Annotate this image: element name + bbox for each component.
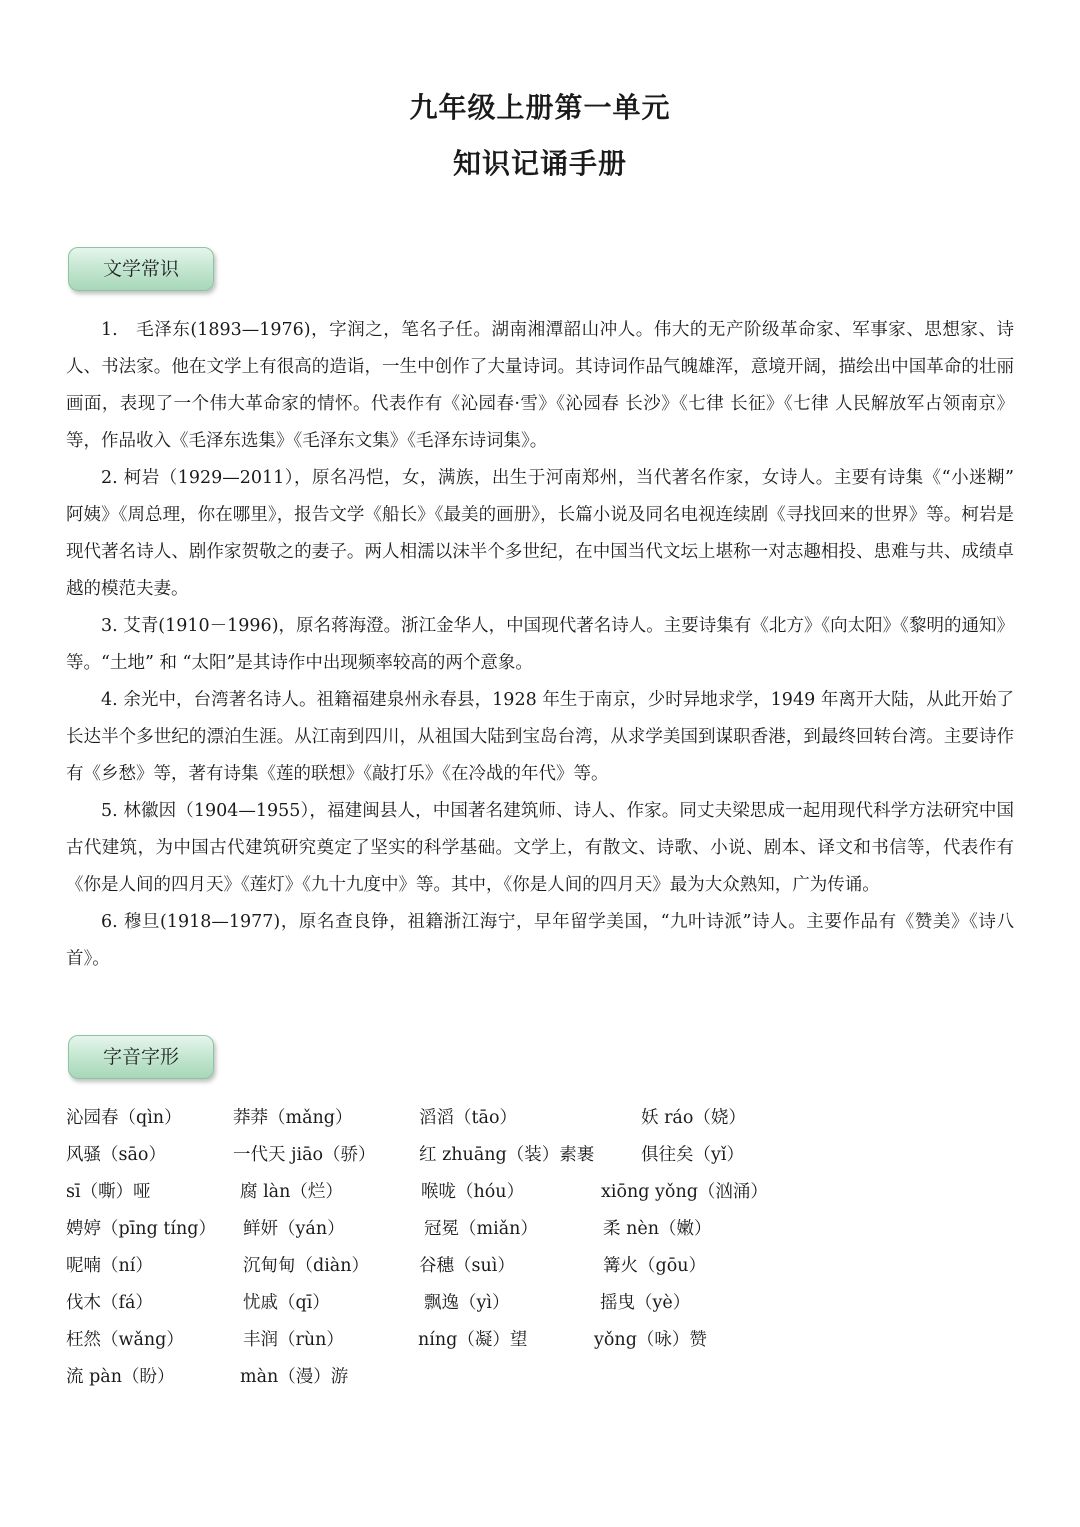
vocab-item: xiōng yǒng（汹涌） (601, 1182, 768, 1202)
vocab-item: 流 pàn（盼） (66, 1367, 175, 1387)
vocab-item: yǒng（咏）赞 (594, 1330, 707, 1350)
vocab-item: 伐木（fá） (66, 1293, 153, 1313)
vocab-item: 篝火（gōu） (603, 1256, 707, 1276)
vocab-item: 俱往矣（yǐ） (641, 1145, 744, 1165)
vocab-item: 沁园春（qìn） (66, 1108, 182, 1128)
vocab-item: 谷穗（suì） (419, 1256, 515, 1276)
paragraph-1: 1. 毛泽东(1893—1976)，字润之，笔名子任。湖南湘潭韶山冲人。伟大的无产阶级革命家、军事家、思想家、诗人、书法家。他在文学上有很高的造诣，一生中创作了大量诗词。其诗词作品气魄雄浑，意境开阔，描绘出中国革命的壮丽画面，表现了一个伟大革命家的情怀。代表作有《沁园春·雪》《沁园春 长沙》《七律 长征》《七律 人民解放军占领南京》等，作品收入《毛泽东选集》《毛泽东文集》《毛泽东诗词集》。 (66, 320, 1014, 451)
vocab-item: 一代天 jiāo（骄） (233, 1145, 376, 1165)
paragraph-6: 6. 穆旦(1918—1977)，原名查良铮，祖籍浙江海宁，早年留学美国，“九叶诗派”诗人。主要作品有《赞美》《诗八首》。 (66, 912, 1014, 969)
vocab-item: 呢喃（ní） (66, 1256, 153, 1276)
vocab-item: 喉咙（hóu） (421, 1182, 525, 1202)
vocab-item: 莽莽（mǎng） (233, 1108, 353, 1128)
page-title: 九年级上册第一单元 (409, 91, 671, 124)
vocab-item: 鲜妍（yán） (243, 1219, 345, 1239)
paragraph-2: 2. 柯岩（1929—2011），原名冯恺，女，满族，出生于河南郑州，当代著名作家，女诗人。主要有诗集《“小迷糊” 阿姨》《周总理，你在哪里》，报告文学《船长》《最美的画册》，长篇小说及同名电视连续剧《寻找回来的世界》等。柯岩是现代著名诗人、剧作家贺敬之的妻子。两人相濡以沫半个多世纪，在中国当代文坛上堪称一对志趣相投、患难与共、成绩卓越的模范夫妻。 (66, 468, 1014, 599)
vocab-item: 冠冕（miǎn） (424, 1219, 538, 1239)
vocab-item: 飘逸（yì） (424, 1293, 510, 1313)
vocab-item: 丰润（rùn） (243, 1330, 344, 1350)
vocab-item: 腐 làn（烂） (240, 1182, 343, 1202)
paragraph-4: 4. 余光中，台湾著名诗人。祖籍福建泉州永春县，1928 年生于南京，少时异地求学，1949 年离开大陆，从此开始了长达半个多世纪的漂泊生涯。从江南到四川，从祖国大陆到宝岛台湾，从求学美国到谋职香港，到最终回转台湾。主要诗作有《乡愁》等，著有诗集《莲的联想》《敲打乐》《在冷战的年代》等。 (66, 690, 1014, 784)
vocab-item: 娉婷（pīng tíng） (66, 1219, 216, 1239)
paragraph-5: 5. 林徽因（1904—1955），福建闽县人，中国著名建筑师、诗人、作家。同丈夫梁思成一起用现代科学方法研究中国古代建筑，为中国古代建筑研究奠定了坚实的科学基础。文学上，有散文、诗歌、小说、剧本、译文和书信等，代表作有《你是人间的四月天》《莲灯》《九十九度中》等。其中，《你是人间的四月天》最为大众熟知，广为传诵。 (66, 801, 1014, 895)
vocab-item: 风骚（sāo） (66, 1145, 166, 1165)
vocab-item: 红 zhuāng（装）素裹 (419, 1145, 595, 1165)
vocab-item: níng（凝）望 (418, 1330, 528, 1350)
section-header-literature: 文学常识 (68, 247, 214, 291)
vocab-item: 滔滔（tāo） (419, 1108, 518, 1128)
vocab-item: 妖 ráo（娆） (641, 1108, 746, 1128)
vocab-item: 枉然（wǎng） (66, 1330, 184, 1350)
vocab-item: màn（漫）游 (240, 1367, 349, 1387)
vocab-item: 忧戚（qī） (243, 1293, 330, 1313)
page-subtitle: 知识记诵手册 (452, 147, 627, 180)
paragraph-3: 3. 艾青(1910－1996)，原名蒋海澄。浙江金华人，中国现代著名诗人。主要诗集有《北方》《向太阳》《黎明的通知》 等。“土地” 和 “太阳”是其诗作中出现频率较高的两个意象。 (66, 616, 1014, 673)
vocab-item: 摇曳（yè） (600, 1293, 691, 1313)
vocab-item: sī（嘶）哑 (66, 1182, 151, 1202)
section-header-pronunciation: 字音字形 (68, 1035, 214, 1079)
literature-paragraphs (66, 312, 1014, 978)
vocab-item: 柔 nèn（嫩） (603, 1219, 712, 1239)
vocab-item: 沉甸甸（diàn） (243, 1256, 370, 1276)
